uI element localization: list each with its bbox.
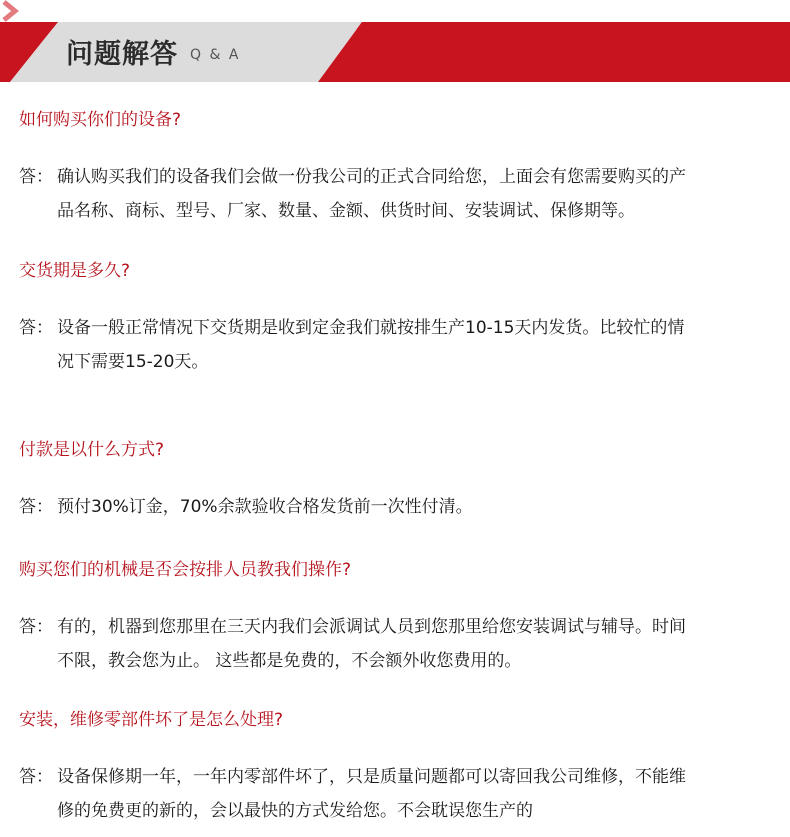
chevron-right-icon [0, 0, 22, 22]
answer-prefix: 答： [19, 167, 53, 187]
faq-answer-2 [19, 311, 779, 379]
faq-question-2: 交货期是多久? [19, 261, 131, 281]
answer-line: 设备一般正常情况下交货期是收到定金我们就按排生产10-15天内发货。比较忙的情 [57, 318, 685, 338]
answer-prefix: 答： [19, 617, 53, 637]
faq-answer-3 [19, 490, 779, 524]
answer-line: 修的免费更的新的，会以最快的方式发给您。不会耽误您生产的 [57, 801, 533, 821]
section-header [0, 0, 790, 86]
faq-question-1: 如何购买你们的设备? [19, 110, 182, 130]
faq-question-3: 付款是以什么方式? [19, 440, 165, 460]
page-subtitle: Q & A [190, 47, 241, 63]
answer-prefix: 答： [19, 497, 53, 517]
answer-line: 确认购买我们的设备我们会做一份我公司的正式合同给您，上面会有您需要购买的产 [57, 167, 686, 187]
faq-answer-4 [19, 610, 779, 678]
answer-line: 不限，教会您为止。 这些都是免费的，不会额外收您费用的。 [57, 651, 522, 671]
answer-prefix: 答： [19, 767, 53, 787]
answer-line: 况下需要15-20天。 [57, 352, 209, 372]
page-title: 问题解答 [66, 39, 178, 70]
answer-prefix: 答： [19, 318, 53, 338]
faq-answer-5 [19, 760, 779, 828]
answer-line: 预付30%订金，70%余款验收合格发货前一次性付清。 [57, 497, 473, 517]
answer-line: 品名称、商标、型号、厂家、数量、金额、供货时间、安装调试、保修期等。 [57, 201, 635, 221]
answer-line: 设备保修期一年，一年内零部件坏了，只是质量问题都可以寄回我公司维修，不能维 [57, 767, 686, 787]
answer-line: 有的，机器到您那里在三天内我们会派调试人员到您那里给您安装调试与辅导。时间 [57, 617, 686, 637]
faq-question-5: 安装，维修零部件坏了是怎么处理? [19, 710, 284, 730]
faq-question-4: 购买您们的机械是否会按排人员教我们操作? [19, 560, 352, 580]
faq-answer-1 [19, 160, 779, 228]
